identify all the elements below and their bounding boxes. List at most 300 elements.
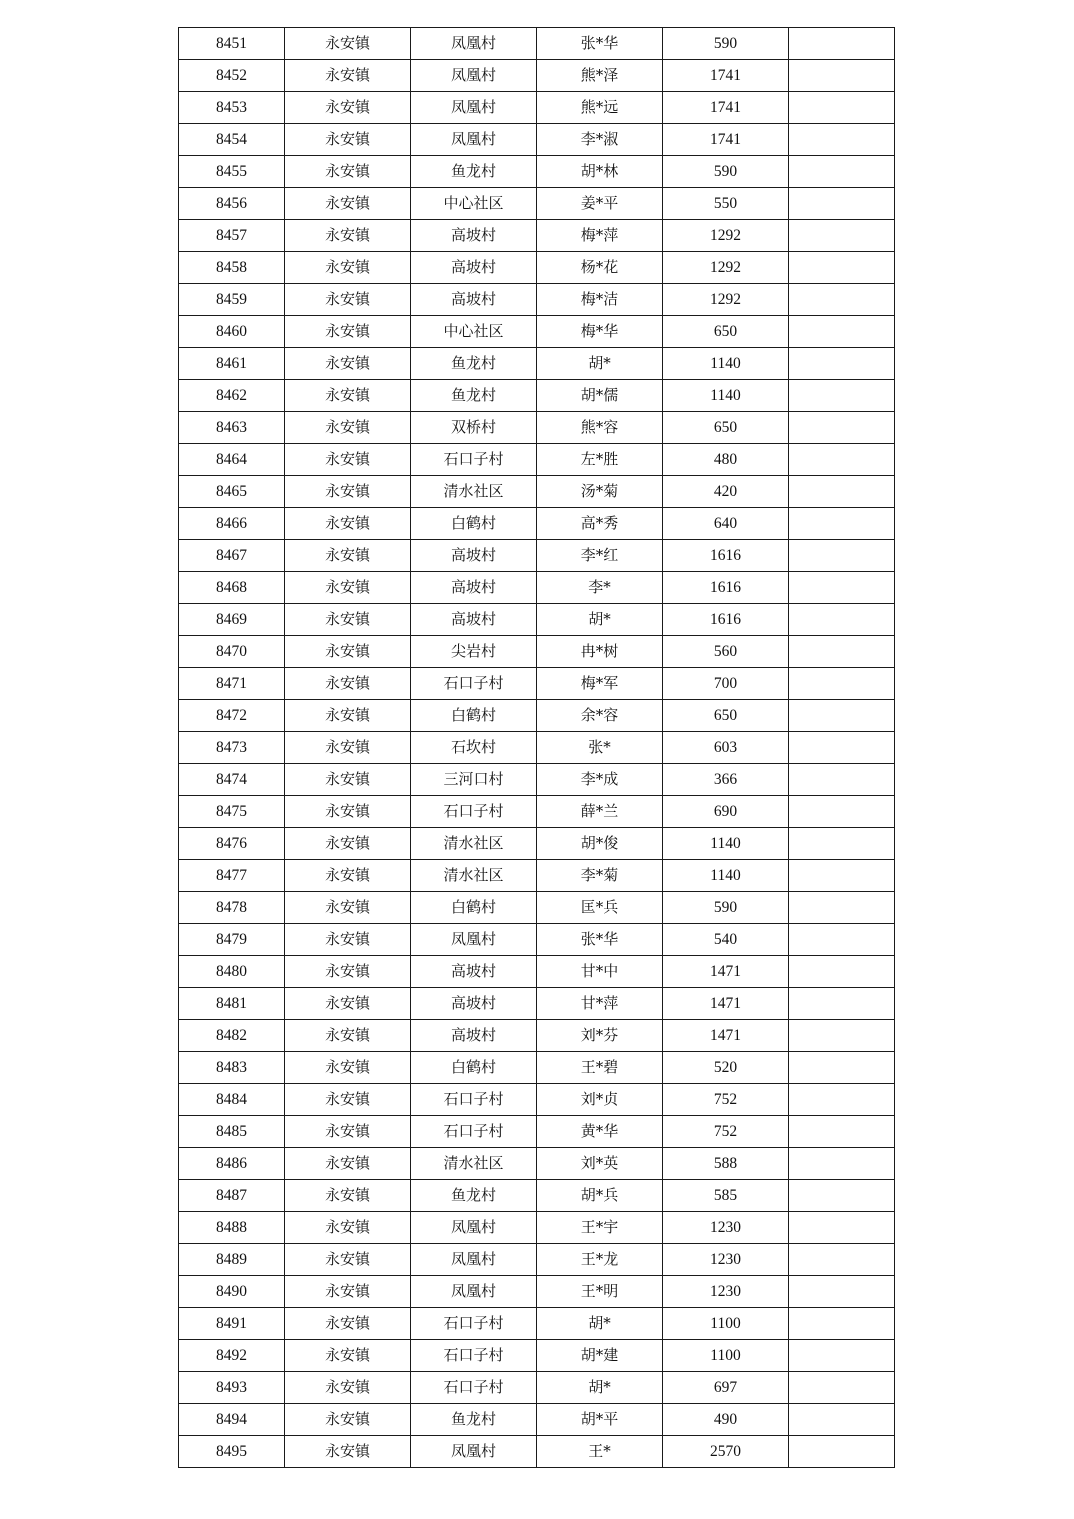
table-row <box>179 636 895 668</box>
cell-amount: 550 <box>663 188 789 220</box>
cell-note <box>789 252 895 284</box>
cell-village: 鱼龙村 <box>411 156 537 188</box>
cell-amount: 540 <box>663 924 789 956</box>
cell-name: 胡*林 <box>537 156 663 188</box>
table-row <box>179 924 895 956</box>
cell-amount: 1230 <box>663 1244 789 1276</box>
cell-serial: 8464 <box>179 444 285 476</box>
cell-village: 清水社区 <box>411 1148 537 1180</box>
cell-village: 中心社区 <box>411 316 537 348</box>
cell-note <box>789 1052 895 1084</box>
cell-name: 王*碧 <box>537 1052 663 1084</box>
cell-name: 熊*远 <box>537 92 663 124</box>
cell-village: 石口子村 <box>411 1308 537 1340</box>
cell-town: 永安镇 <box>285 1212 411 1244</box>
cell-town: 永安镇 <box>285 1372 411 1404</box>
cell-name: 梅*华 <box>537 316 663 348</box>
cell-town: 永安镇 <box>285 1180 411 1212</box>
cell-amount: 1616 <box>663 604 789 636</box>
cell-name: 梅*军 <box>537 668 663 700</box>
cell-village: 凤凰村 <box>411 1212 537 1244</box>
cell-village: 高坡村 <box>411 604 537 636</box>
cell-town: 永安镇 <box>285 700 411 732</box>
cell-serial: 8457 <box>179 220 285 252</box>
cell-note <box>789 348 895 380</box>
cell-village: 中心社区 <box>411 188 537 220</box>
table-row <box>179 1404 895 1436</box>
cell-village: 石口子村 <box>411 1116 537 1148</box>
cell-serial: 8472 <box>179 700 285 732</box>
cell-village: 鱼龙村 <box>411 1180 537 1212</box>
cell-village: 鱼龙村 <box>411 380 537 412</box>
cell-town: 永安镇 <box>285 284 411 316</box>
table-row <box>179 796 895 828</box>
cell-town: 永安镇 <box>285 380 411 412</box>
table-row <box>179 1436 895 1468</box>
table-row <box>179 892 895 924</box>
cell-amount: 590 <box>663 28 789 60</box>
cell-amount: 520 <box>663 1052 789 1084</box>
cell-name: 冉*树 <box>537 636 663 668</box>
cell-note <box>789 860 895 892</box>
table-row <box>179 540 895 572</box>
cell-amount: 1471 <box>663 1020 789 1052</box>
cell-note <box>789 1404 895 1436</box>
cell-serial: 8493 <box>179 1372 285 1404</box>
cell-amount: 690 <box>663 796 789 828</box>
cell-serial: 8455 <box>179 156 285 188</box>
cell-name: 汤*菊 <box>537 476 663 508</box>
cell-name: 甘*中 <box>537 956 663 988</box>
cell-town: 永安镇 <box>285 124 411 156</box>
cell-serial: 8468 <box>179 572 285 604</box>
cell-note <box>789 828 895 860</box>
table-row <box>179 476 895 508</box>
cell-village: 凤凰村 <box>411 92 537 124</box>
cell-village: 凤凰村 <box>411 1276 537 1308</box>
cell-amount: 1471 <box>663 988 789 1020</box>
table-row <box>179 1276 895 1308</box>
cell-town: 永安镇 <box>285 572 411 604</box>
cell-village: 石口子村 <box>411 1372 537 1404</box>
cell-name: 胡*俊 <box>537 828 663 860</box>
cell-serial: 8495 <box>179 1436 285 1468</box>
cell-serial: 8469 <box>179 604 285 636</box>
cell-amount: 420 <box>663 476 789 508</box>
cell-village: 石坎村 <box>411 732 537 764</box>
cell-town: 永安镇 <box>285 924 411 956</box>
cell-name: 王*明 <box>537 1276 663 1308</box>
table-row <box>179 92 895 124</box>
cell-name: 甘*萍 <box>537 988 663 1020</box>
cell-town: 永安镇 <box>285 1116 411 1148</box>
cell-name: 胡*儒 <box>537 380 663 412</box>
cell-name: 高*秀 <box>537 508 663 540</box>
cell-town: 永安镇 <box>285 860 411 892</box>
cell-note <box>789 1148 895 1180</box>
cell-serial: 8461 <box>179 348 285 380</box>
cell-name: 胡* <box>537 1372 663 1404</box>
table-row <box>179 1020 895 1052</box>
cell-village: 凤凰村 <box>411 60 537 92</box>
cell-note <box>789 700 895 732</box>
cell-serial: 8492 <box>179 1340 285 1372</box>
table-row <box>179 1308 895 1340</box>
cell-serial: 8463 <box>179 412 285 444</box>
cell-village: 凤凰村 <box>411 124 537 156</box>
cell-name: 李*菊 <box>537 860 663 892</box>
cell-amount: 1140 <box>663 348 789 380</box>
cell-name: 胡* <box>537 1308 663 1340</box>
cell-note <box>789 1212 895 1244</box>
cell-serial: 8485 <box>179 1116 285 1148</box>
cell-amount: 1140 <box>663 860 789 892</box>
table-row <box>179 700 895 732</box>
cell-amount: 1292 <box>663 284 789 316</box>
cell-name: 张* <box>537 732 663 764</box>
cell-serial: 8462 <box>179 380 285 412</box>
table-row <box>179 1148 895 1180</box>
cell-town: 永安镇 <box>285 668 411 700</box>
cell-town: 永安镇 <box>285 828 411 860</box>
cell-village: 鱼龙村 <box>411 348 537 380</box>
cell-amount: 700 <box>663 668 789 700</box>
cell-name: 胡* <box>537 604 663 636</box>
cell-amount: 1292 <box>663 252 789 284</box>
cell-amount: 752 <box>663 1084 789 1116</box>
cell-town: 永安镇 <box>285 508 411 540</box>
cell-note <box>789 188 895 220</box>
cell-name: 梅*洁 <box>537 284 663 316</box>
cell-village: 石口子村 <box>411 1084 537 1116</box>
cell-note <box>789 604 895 636</box>
cell-note <box>789 284 895 316</box>
cell-serial: 8489 <box>179 1244 285 1276</box>
cell-village: 高坡村 <box>411 1020 537 1052</box>
cell-note <box>789 124 895 156</box>
cell-serial: 8454 <box>179 124 285 156</box>
cell-name: 张*华 <box>537 924 663 956</box>
table-row <box>179 572 895 604</box>
cell-town: 永安镇 <box>285 1404 411 1436</box>
data-table <box>178 27 895 1468</box>
cell-village: 石口子村 <box>411 668 537 700</box>
cell-name: 胡*建 <box>537 1340 663 1372</box>
cell-serial: 8491 <box>179 1308 285 1340</box>
cell-name: 刘*芬 <box>537 1020 663 1052</box>
cell-town: 永安镇 <box>285 220 411 252</box>
cell-amount: 560 <box>663 636 789 668</box>
cell-serial: 8459 <box>179 284 285 316</box>
cell-serial: 8476 <box>179 828 285 860</box>
cell-town: 永安镇 <box>285 348 411 380</box>
table-row <box>179 508 895 540</box>
cell-serial: 8483 <box>179 1052 285 1084</box>
cell-serial: 8466 <box>179 508 285 540</box>
cell-amount: 1741 <box>663 60 789 92</box>
cell-village: 高坡村 <box>411 956 537 988</box>
table-body <box>179 28 895 1468</box>
cell-amount: 1100 <box>663 1340 789 1372</box>
cell-amount: 1292 <box>663 220 789 252</box>
cell-serial: 8460 <box>179 316 285 348</box>
table-row <box>179 316 895 348</box>
cell-town: 永安镇 <box>285 316 411 348</box>
table-row <box>179 220 895 252</box>
cell-note <box>789 316 895 348</box>
cell-town: 永安镇 <box>285 60 411 92</box>
cell-serial: 8458 <box>179 252 285 284</box>
cell-serial: 8474 <box>179 764 285 796</box>
cell-name: 王* <box>537 1436 663 1468</box>
cell-village: 清水社区 <box>411 476 537 508</box>
cell-name: 王*龙 <box>537 1244 663 1276</box>
cell-amount: 1741 <box>663 92 789 124</box>
cell-village: 白鹤村 <box>411 700 537 732</box>
cell-amount: 1471 <box>663 956 789 988</box>
cell-note <box>789 1308 895 1340</box>
cell-note <box>789 1116 895 1148</box>
cell-note <box>789 1244 895 1276</box>
cell-amount: 585 <box>663 1180 789 1212</box>
cell-note <box>789 956 895 988</box>
cell-serial: 8478 <box>179 892 285 924</box>
cell-serial: 8473 <box>179 732 285 764</box>
cell-note <box>789 220 895 252</box>
cell-amount: 366 <box>663 764 789 796</box>
cell-serial: 8451 <box>179 28 285 60</box>
cell-village: 凤凰村 <box>411 1436 537 1468</box>
table-row <box>179 284 895 316</box>
cell-village: 清水社区 <box>411 860 537 892</box>
cell-note <box>789 1084 895 1116</box>
cell-amount: 1140 <box>663 380 789 412</box>
cell-town: 永安镇 <box>285 956 411 988</box>
cell-serial: 8479 <box>179 924 285 956</box>
table-row <box>179 764 895 796</box>
cell-serial: 8475 <box>179 796 285 828</box>
table-row <box>179 252 895 284</box>
table-row <box>179 1052 895 1084</box>
cell-town: 永安镇 <box>285 92 411 124</box>
cell-village: 尖岩村 <box>411 636 537 668</box>
cell-town: 永安镇 <box>285 796 411 828</box>
table-row <box>179 1244 895 1276</box>
cell-village: 凤凰村 <box>411 1244 537 1276</box>
cell-serial: 8456 <box>179 188 285 220</box>
cell-name: 李* <box>537 572 663 604</box>
cell-name: 熊*泽 <box>537 60 663 92</box>
cell-serial: 8482 <box>179 1020 285 1052</box>
cell-name: 刘*贞 <box>537 1084 663 1116</box>
cell-serial: 8465 <box>179 476 285 508</box>
cell-name: 薛*兰 <box>537 796 663 828</box>
cell-name: 左*胜 <box>537 444 663 476</box>
cell-amount: 640 <box>663 508 789 540</box>
cell-serial: 8477 <box>179 860 285 892</box>
table-row <box>179 828 895 860</box>
cell-note <box>789 892 895 924</box>
cell-town: 永安镇 <box>285 988 411 1020</box>
table-row <box>179 380 895 412</box>
cell-amount: 650 <box>663 316 789 348</box>
table-row <box>179 732 895 764</box>
cell-note <box>789 1372 895 1404</box>
cell-note <box>789 924 895 956</box>
cell-amount: 697 <box>663 1372 789 1404</box>
table-row <box>179 1212 895 1244</box>
cell-town: 永安镇 <box>285 764 411 796</box>
cell-town: 永安镇 <box>285 252 411 284</box>
cell-amount: 1100 <box>663 1308 789 1340</box>
cell-amount: 1616 <box>663 572 789 604</box>
cell-serial: 8467 <box>179 540 285 572</box>
table-row <box>179 956 895 988</box>
cell-amount: 650 <box>663 700 789 732</box>
cell-serial: 8452 <box>179 60 285 92</box>
table-row <box>179 1372 895 1404</box>
cell-name: 李*淑 <box>537 124 663 156</box>
cell-town: 永安镇 <box>285 604 411 636</box>
cell-amount: 1616 <box>663 540 789 572</box>
cell-town: 永安镇 <box>285 1340 411 1372</box>
cell-note <box>789 1180 895 1212</box>
cell-amount: 590 <box>663 892 789 924</box>
cell-village: 鱼龙村 <box>411 1404 537 1436</box>
table-row <box>179 1180 895 1212</box>
cell-village: 双桥村 <box>411 412 537 444</box>
cell-name: 梅*萍 <box>537 220 663 252</box>
table-row <box>179 156 895 188</box>
cell-village: 清水社区 <box>411 828 537 860</box>
cell-amount: 1230 <box>663 1276 789 1308</box>
cell-name: 王*宇 <box>537 1212 663 1244</box>
table-row <box>179 444 895 476</box>
cell-village: 白鹤村 <box>411 892 537 924</box>
table-row <box>179 124 895 156</box>
cell-town: 永安镇 <box>285 732 411 764</box>
cell-note <box>789 444 895 476</box>
table-row <box>179 188 895 220</box>
cell-town: 永安镇 <box>285 412 411 444</box>
cell-town: 永安镇 <box>285 28 411 60</box>
cell-name: 刘*英 <box>537 1148 663 1180</box>
cell-village: 高坡村 <box>411 252 537 284</box>
cell-village: 高坡村 <box>411 540 537 572</box>
cell-amount: 480 <box>663 444 789 476</box>
cell-note <box>789 476 895 508</box>
cell-note <box>789 28 895 60</box>
cell-note <box>789 636 895 668</box>
cell-serial: 8471 <box>179 668 285 700</box>
cell-town: 永安镇 <box>285 156 411 188</box>
cell-serial: 8480 <box>179 956 285 988</box>
cell-amount: 1230 <box>663 1212 789 1244</box>
cell-serial: 8481 <box>179 988 285 1020</box>
cell-village: 石口子村 <box>411 1340 537 1372</box>
cell-town: 永安镇 <box>285 1020 411 1052</box>
cell-amount: 588 <box>663 1148 789 1180</box>
table-row <box>179 60 895 92</box>
cell-note <box>789 572 895 604</box>
cell-note <box>789 60 895 92</box>
cell-note <box>789 764 895 796</box>
cell-name: 张*华 <box>537 28 663 60</box>
cell-village: 石口子村 <box>411 444 537 476</box>
cell-note <box>789 412 895 444</box>
cell-village: 高坡村 <box>411 988 537 1020</box>
cell-amount: 650 <box>663 412 789 444</box>
table-row <box>179 28 895 60</box>
cell-village: 白鹤村 <box>411 508 537 540</box>
cell-town: 永安镇 <box>285 1276 411 1308</box>
cell-name: 李*红 <box>537 540 663 572</box>
cell-town: 永安镇 <box>285 444 411 476</box>
cell-note <box>789 1276 895 1308</box>
cell-village: 凤凰村 <box>411 28 537 60</box>
cell-name: 余*容 <box>537 700 663 732</box>
cell-name: 胡* <box>537 348 663 380</box>
cell-note <box>789 1020 895 1052</box>
cell-serial: 8494 <box>179 1404 285 1436</box>
cell-serial: 8490 <box>179 1276 285 1308</box>
table-row <box>179 1340 895 1372</box>
cell-name: 姜*平 <box>537 188 663 220</box>
cell-amount: 1140 <box>663 828 789 860</box>
cell-town: 永安镇 <box>285 1308 411 1340</box>
cell-town: 永安镇 <box>285 540 411 572</box>
table-row <box>179 668 895 700</box>
cell-village: 高坡村 <box>411 220 537 252</box>
cell-amount: 752 <box>663 1116 789 1148</box>
cell-serial: 8484 <box>179 1084 285 1116</box>
cell-town: 永安镇 <box>285 1244 411 1276</box>
cell-village: 石口子村 <box>411 796 537 828</box>
cell-note <box>789 156 895 188</box>
cell-serial: 8488 <box>179 1212 285 1244</box>
cell-village: 高坡村 <box>411 572 537 604</box>
table-row <box>179 1116 895 1148</box>
cell-amount: 1741 <box>663 124 789 156</box>
cell-town: 永安镇 <box>285 188 411 220</box>
cell-amount: 603 <box>663 732 789 764</box>
cell-amount: 490 <box>663 1404 789 1436</box>
cell-village: 白鹤村 <box>411 1052 537 1084</box>
cell-note <box>789 508 895 540</box>
cell-town: 永安镇 <box>285 1084 411 1116</box>
table-row <box>179 1084 895 1116</box>
cell-note <box>789 988 895 1020</box>
cell-name: 李*成 <box>537 764 663 796</box>
cell-town: 永安镇 <box>285 1052 411 1084</box>
cell-name: 熊*容 <box>537 412 663 444</box>
cell-serial: 8470 <box>179 636 285 668</box>
cell-name: 黄*华 <box>537 1116 663 1148</box>
cell-note <box>789 380 895 412</box>
cell-name: 胡*平 <box>537 1404 663 1436</box>
cell-amount: 2570 <box>663 1436 789 1468</box>
cell-village: 高坡村 <box>411 284 537 316</box>
cell-town: 永安镇 <box>285 476 411 508</box>
cell-name: 胡*兵 <box>537 1180 663 1212</box>
cell-note <box>789 540 895 572</box>
cell-serial: 8486 <box>179 1148 285 1180</box>
cell-name: 杨*花 <box>537 252 663 284</box>
cell-note <box>789 1340 895 1372</box>
cell-note <box>789 668 895 700</box>
cell-town: 永安镇 <box>285 1148 411 1180</box>
cell-town: 永安镇 <box>285 1436 411 1468</box>
